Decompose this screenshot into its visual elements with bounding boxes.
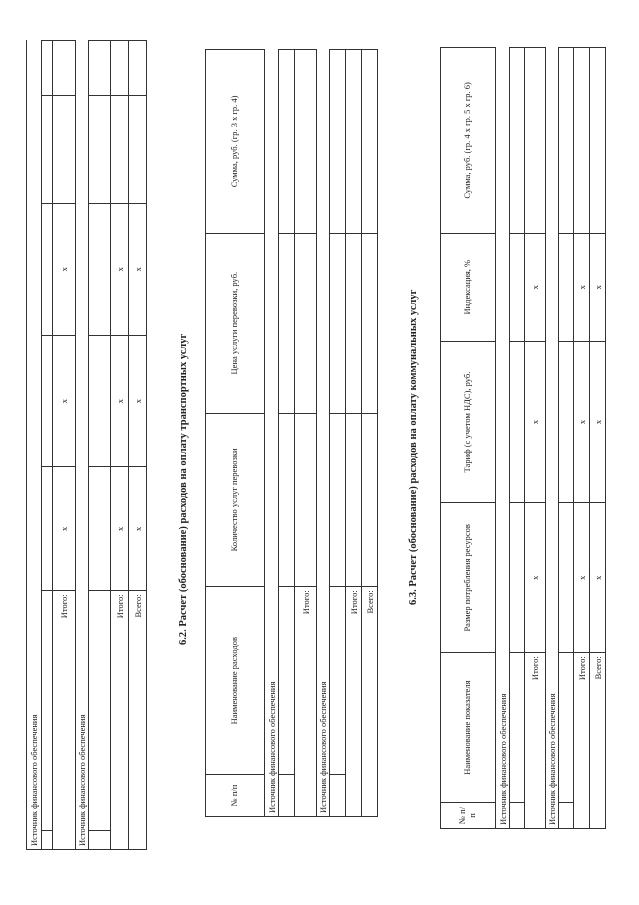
funding-source-label: Источник финансового обеспечения xyxy=(76,41,89,850)
vsego-label: Всего: xyxy=(362,587,378,817)
x-mark: x xyxy=(525,233,546,341)
funding-source-label: Источник финансового обеспечения xyxy=(27,41,42,850)
table-1 xyxy=(26,40,147,850)
funding-source-label: Источник финансового обеспечения xyxy=(317,50,330,817)
itogo-label: Итого: xyxy=(53,591,76,850)
x-mark: x xyxy=(590,341,606,503)
col-header: Наименование показателя xyxy=(441,653,496,803)
x-mark: x xyxy=(111,335,129,467)
col-header: Наименование расходов xyxy=(206,587,265,775)
x-mark: x xyxy=(111,203,129,335)
x-mark: x xyxy=(53,335,76,467)
col-header: № п/п xyxy=(441,803,496,829)
x-mark: x xyxy=(574,341,590,503)
x-mark: x xyxy=(574,233,590,341)
vsego-label: Всего: xyxy=(590,653,606,829)
funding-source-label: Источник финансового обеспечения xyxy=(496,48,510,829)
table-6-3 xyxy=(440,47,606,829)
x-mark: x xyxy=(525,341,546,503)
section-6-3-title: 6.3. Расчет (обоснование) расходов на оплату коммунальных услуг xyxy=(408,289,419,605)
col-header: Размер потребления ресурсов xyxy=(441,503,496,653)
itogo-label: Итого: xyxy=(111,591,129,850)
section-6-2-title: 6.2. Расчет (обоснование) расходов на оплату транспортных услуг xyxy=(178,333,189,645)
vsego-label: Всего: xyxy=(129,591,147,850)
x-mark: x xyxy=(53,203,76,335)
x-mark: x xyxy=(53,467,76,591)
funding-source-label: Источник финансового обеспечения xyxy=(546,48,559,829)
itogo-label: Итого: xyxy=(346,587,362,817)
table-6-2 xyxy=(205,49,378,817)
x-mark: x xyxy=(129,335,147,467)
itogo-label: Итого: xyxy=(525,653,546,829)
itogo-label: Итого: xyxy=(574,653,590,829)
itogo-label: Итого: xyxy=(295,587,317,817)
funding-source-label: Источник финансового обеспечения xyxy=(265,50,279,817)
x-mark: x xyxy=(129,467,147,591)
col-header: Тариф (с учетом НДС), руб. xyxy=(441,341,496,503)
x-mark: x xyxy=(590,233,606,341)
x-mark: x xyxy=(590,503,606,653)
x-mark: x xyxy=(525,503,546,653)
col-header: Цена услуги перевозки, руб. xyxy=(206,233,265,413)
x-mark: x xyxy=(574,503,590,653)
col-header: Сумма, руб. (гр. 3 х гр. 4) xyxy=(206,50,265,234)
col-header: № п/п xyxy=(206,775,265,817)
col-header: Сумма, руб. (гр. 4 х гр. 5 х гр. 6) xyxy=(441,48,496,234)
x-mark: x xyxy=(129,203,147,335)
col-header: Количество услуг перевозки xyxy=(206,413,265,587)
x-mark: x xyxy=(111,467,129,591)
col-header: Индексация, % xyxy=(441,233,496,341)
